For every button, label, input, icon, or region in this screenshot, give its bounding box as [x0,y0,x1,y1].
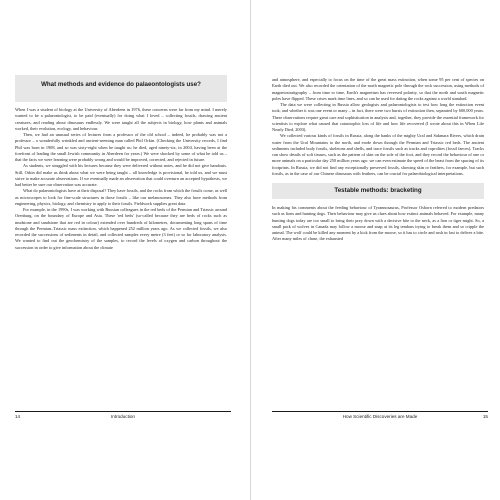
heading-text: Testable methods: bracketing [334,187,422,194]
page-footer-right [272,411,488,419]
running-title: How Scientific Discoveries are Made [342,414,418,419]
section-heading-bracketing [272,183,484,199]
page-footer-left [15,411,231,419]
section-heading-methods-evidence [15,75,227,102]
left-text-column [15,75,227,251]
paragraph: The data we were collecting in Russia allow geologists and palaeontologists to test how long the extinction event took, and whether it was one event or many – in fact, there were two bursts of extinction then, separated by 600,000 years. These observations require great care and sophistication in analysis and, together, they provide the essential framework for scientists to explore what caused that catastrophic loss of life and how life recovered (I wrote about this in When Life Nearly Died, 2003). [272,102,484,132]
right-text-column [272,77,484,243]
page-number: 15 [482,414,488,419]
paragraph: We collected various kinds of fossils in Russia, along the banks of the mighty Ural and Sakmara Rivers, which drain water from the Ural Mountains to the north, and erode down through the Permian and Triassic red beds. The ancient sediments included body fossils, skeletons and shells, and trace fossils such as tracks and coprolites (fossil faeces). Tracks can show details of soft tissues, such as the pattern of skin on the sole of the foot, and they record the behaviour of one or more animals on a particular day 250 million years ago: we can even estimate the speed of the beast from the spacing of its footprints. In Russia, we did not find any exceptionally preserved fossils, showing skin or feathers, for example, but such fossils, as in the case of our Chinese dinosaurs with feathers, can be crucial for palaeobiological interpretations. [272,133,484,176]
paragraph: What do palaeontologists have at their disposal? They have fossils, and the rocks from which the fossils come, as well as microscopes to look for fine-scale structures in those fossils – like our melanosomes. They also have methods from engineering, physics, biology, and chemistry to apply to their fossils. Fieldwork supplies great data. [15,188,227,206]
paragraph: As students, we struggled with his lectures because they were delivered without notes, and he did not give handouts. Still, Orkin did make us think about what we were being taught – all knowledge is provisional, he told us, and we must strive to make accurate observations. If we eventually made an observation that could overturn an accepted hypothesis, we had better be sure our observation was accurate. [15,163,227,187]
paragraph: When I was a student of biology at the University of Aberdeen in 1976, these concerns were far from my mind. I merely wanted to be a palaeontologist, to be paid (eventually) for doing what I loved – collecting fossils, drawing ancient creatures, and reading about dinosaurs endlessly. We were taught all the subjects in biology, how plants and animals worked, their evolution, ecology, and behaviour. [15,107,227,131]
paragraph: In making his comments about the feeding behaviour of Tyrannosaurus, Professor Osborn referred to modern predators such as lions and hunting dogs. Their behaviour may give us clues about how extinct animals behaved. For example, many hunting dogs today are too small to bring their prey down with a decisive bite to the neck, as a lion or tiger might. So, a small pack of wolves in Canada may follow a moose and snap at its leg tendons trying to break them and so cripple the animal. The wolf could be killed any moment by a kick from the moose, so it has to circle and rush in fast to deliver a bite. After many miles of chase, the exhausted [272,205,484,242]
page-number: 14 [15,414,21,419]
right-page [250,0,500,500]
paragraph: and atmosphere, and especially to focus on the time of the great mass extinction, when some 95 per cent of species on Earth died out. We also recorded the orientation of the north magnetic pole through the rock succession, using methods of magnetostratigraphy – from time to time, Earth's magnetism has reversed polarity, so that the north and south magnetic poles have flipped. These crises mark time lines, and so can be used for dating the rocks against a world standard. [272,77,484,101]
heading-text: What methods and evidence do palaeontologists use? [41,81,201,88]
paragraph: Then, we had an unusual series of lectures from a professor of the old school – indeed, he probably was not a professor – a wonderfully wrinkled and ancient-seeming man called Phil Orkin. (Checking the University records, I find Phil was born in 1908, and so was sixty-eight when he taught us; he died, aged ninety-six, in 2004, having been at the forefront of leading the small Jewish community in Aberdeen for years.) We were shocked by some of what he told us – that the facts we were learning were probably wrong and would be improved, corrected, and rejected in future. [15,132,227,162]
running-title: Introduction [110,414,135,419]
paragraph: For example, in the 1990s, I was working with Russian colleagues in the red beds of the Permian and Triassic around Orenburg, on the boundary of Europe and Asia. These 'red beds' (so-called because they are beds of rocks such as mudstone and sandstone that are red in colour) extended over hundreds of kilometres, documenting long spans of time through the Permian–Triassic mass extinction, which happened 252 million years ago. As we collected fossils, we also recorded the successions of sediments in detail, and collected samples every metre (3 feet) or so for laboratory analysis. We wanted to find out the geochemistry of the samples, to record the levels of oxygen and carbon throughout the succession in order to give information about the climate [15,207,227,250]
